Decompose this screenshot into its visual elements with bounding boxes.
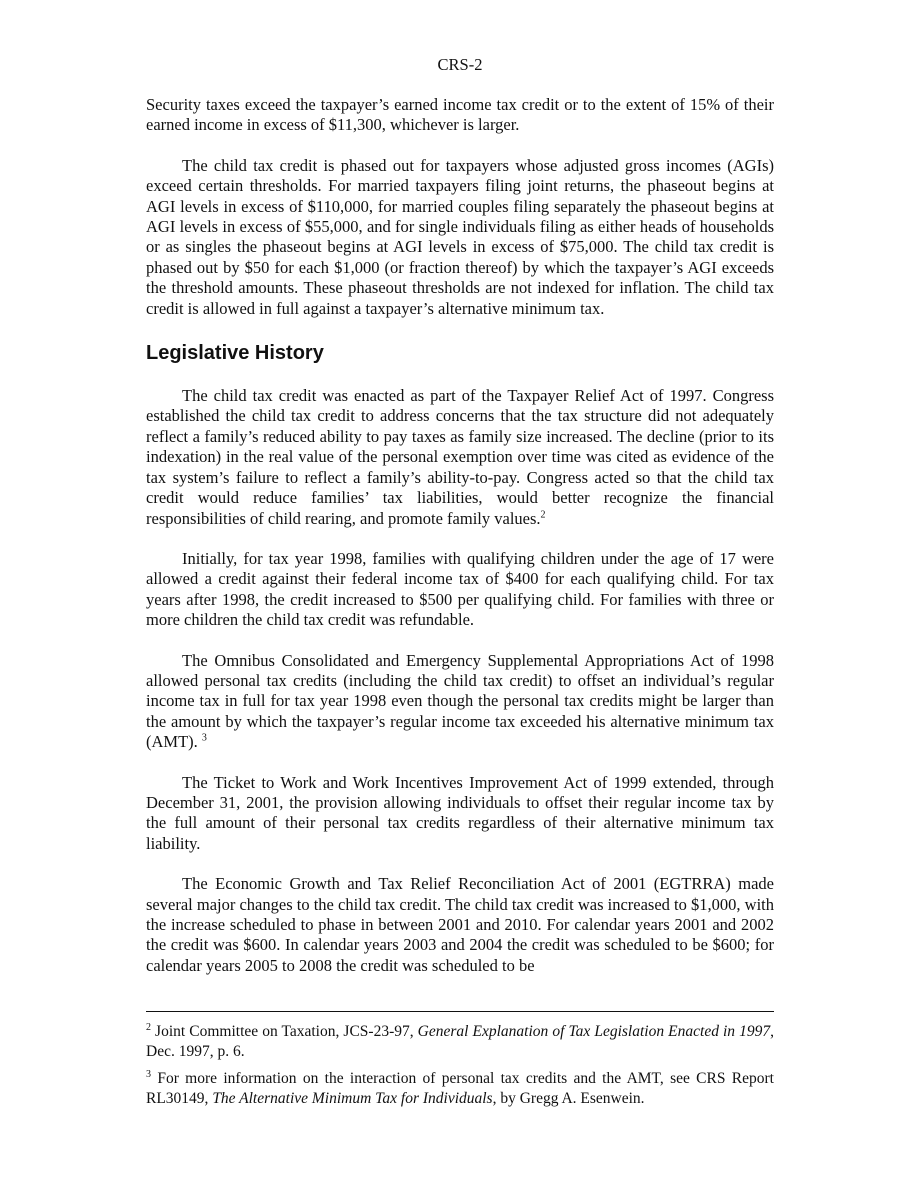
footnote-3-number: 3 <box>146 1068 151 1080</box>
footnote-ref-2: 2 <box>540 509 546 520</box>
page-number-header: CRS-2 <box>437 55 483 74</box>
footnote-2-title: General Explanation of Tax Legislation Enacted in 1997 <box>417 1023 771 1040</box>
footnote-2 <box>146 1022 774 1062</box>
footnote-ref-3: 3 <box>201 732 207 744</box>
paragraph-enactment <box>146 386 774 529</box>
paragraph-ticket-to-work: The Ticket to Work and Work Incentives Improvement Act of 1999 extended, through December 31, 2001, the provision allowing individuals to offset their regular income tax by the full amount of their personal tax credits regardless of their alternative minimum tax liability. <box>146 772 774 853</box>
paragraph-phaseout: The child tax credit is phased out for taxpayers whose adjusted gross incomes (AGIs) exceed certain thresholds. For married taxpayers filing joint returns, the phaseout begins at AGI levels in excess of $110,000, for married couples filing separately the phaseout begins at AGI levels in excess of $55,000, and for single individuals filing as either heads of households or as singles the phaseout begins at AGI levels in excess of $75,000. The child tax credit is phased out by $50 for each $1,000 (or fraction thereof) by which the taxpayer’s AGI exceeds the threshold amounts. These phaseout thresholds are not indexed for inflation. The child tax credit is allowed in full against a taxpayer’s alternative minimum tax. <box>146 155 774 318</box>
footnote-3-text-before: For more information on the interaction of personal tax credits and the AMT, see CRS Report RL30149, <box>146 1070 774 1107</box>
paragraph-initial-credit: Initially, for tax year 1998, families with qualifying children under the age of 17 were allowed a credit against their federal income tax of $400 for each qualifying child. For tax years after 1998, the credit increased to $500 per qualifying child. For families with three or more children the child tax credit was refundable. <box>146 548 774 630</box>
section-heading: Legislative History <box>146 342 324 365</box>
footnotes <box>146 1022 774 1109</box>
paragraph-omnibus-act <box>146 651 774 753</box>
paragraph-continuation: Security taxes exceed the taxpayer’s earned income tax credit or to the extent of 15% of their earned income in excess of $11,300, whichever is larger. <box>146 95 774 135</box>
body-text <box>146 95 774 976</box>
footnote-2-text-after: , Dec. 1997, p. 6. <box>146 1023 774 1060</box>
footnote-3-text-after: , by Gregg A. Esenwein. <box>492 1090 645 1107</box>
footnote-3 <box>146 1069 774 1109</box>
paragraph-enactment-text: The child tax credit was enacted as part of the Taxpayer Relief Act of 1997. Congress established the child tax credit to address concerns that the tax structure did not adequately reflect a family’s reduced ability to pay taxes as family size increased. The decline (prior to its indexation) in the real value of the personal exemption over time was cited as evidence of the tax system’s failure to reflect a family’s ability-to-pay. Congress acted so that the child tax credit would reduce families’ tax liabilities, would better recognize the financial responsibilities of child rearing, and promote family values. <box>146 386 774 528</box>
paragraph-omnibus-act-text: The Omnibus Consolidated and Emergency Supplemental Appropriations Act of 1998 allowed personal tax credits (including the child tax credit) to offset an individual’s regular income tax in full for tax year 1998 even though the personal tax credits might be larger than the amount by which the taxpayer’s regular income tax exceeded his alternative minimum tax (AMT). <box>146 650 774 752</box>
footnote-2-text-before: Joint Committee on Taxation, JCS-23-97, <box>151 1023 418 1040</box>
footnote-2-number: 2 <box>146 1021 151 1033</box>
paragraph-egtrra: The Economic Growth and Tax Relief Reconciliation Act of 2001 (EGTRRA) made several major changes to the child tax credit. The child tax credit was increased to $1,000, with the increase scheduled to phase in between 2001 and 2010. For calendar years 2001 and 2002 the credit was $600. In calendar years 2003 and 2004 the credit was scheduled to be $600; for calendar years 2005 to 2008 the credit was scheduled to be <box>146 874 774 975</box>
footnote-3-title: The Alternative Minimum Tax for Individuals <box>212 1090 493 1107</box>
footnote-divider <box>146 1011 774 1012</box>
